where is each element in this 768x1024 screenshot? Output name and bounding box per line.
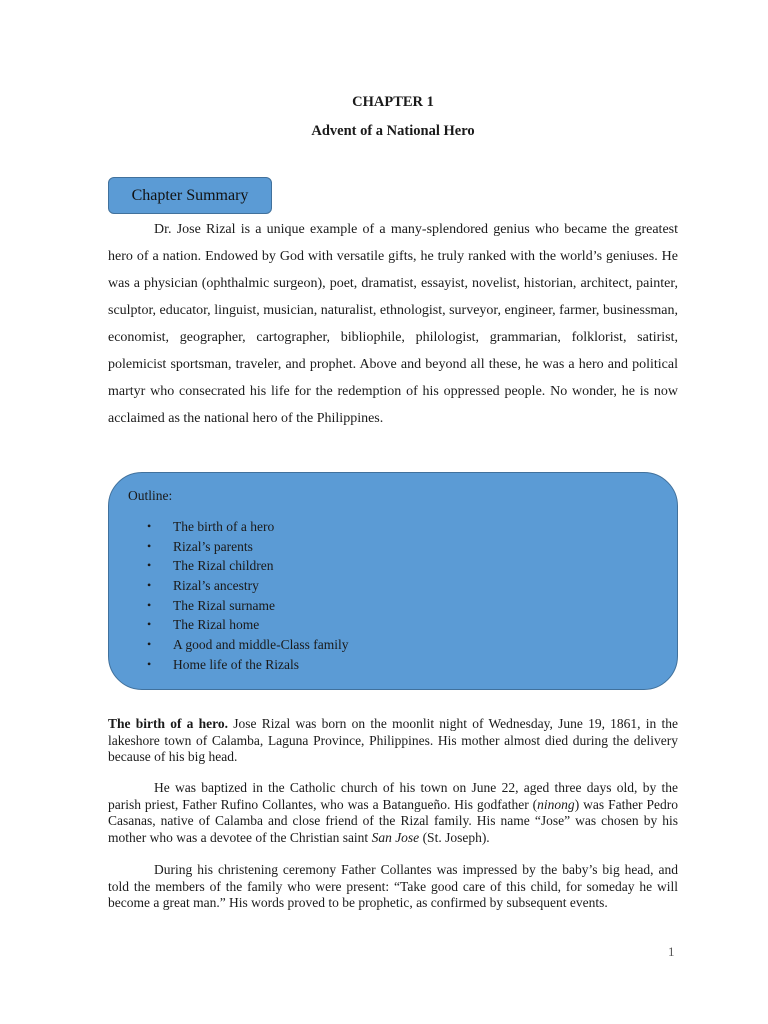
outline-item-label: A good and middle-Class family bbox=[173, 637, 349, 653]
outline-item bbox=[147, 596, 348, 616]
chapter-number: CHAPTER 1 bbox=[352, 94, 434, 110]
page-number: 1 bbox=[668, 944, 675, 959]
outline-item-label: The Rizal children bbox=[173, 558, 274, 574]
outline-item-label: The Rizal surname bbox=[173, 597, 275, 613]
saint-name: San Jose bbox=[371, 829, 420, 845]
chapter-title: Advent of a National Hero bbox=[311, 123, 475, 139]
outline-item bbox=[147, 635, 348, 655]
section-heading: The birth of a hero. bbox=[108, 716, 229, 731]
outline-item-label: Rizal’s ancestry bbox=[173, 578, 259, 594]
bullet-icon: • bbox=[147, 597, 152, 612]
outline-item bbox=[147, 655, 348, 675]
baptism-text-b: ) was Father Pedro Casanas, native of Calamba and close friend of the Rizal family. His name “Jose” was chosen by his mother who was a devotee of the Christian saint bbox=[108, 796, 678, 845]
outline-item bbox=[147, 537, 348, 557]
bullet-icon: • bbox=[147, 578, 152, 593]
outline-item bbox=[147, 556, 348, 576]
chapter-summary-label bbox=[108, 177, 272, 214]
bullet-icon: • bbox=[147, 617, 152, 632]
birth-paragraph bbox=[108, 716, 678, 766]
ninong-term: ninong bbox=[537, 796, 575, 812]
baptism-paragraph bbox=[108, 780, 678, 846]
summary-paragraph bbox=[108, 216, 678, 432]
bullet-icon: • bbox=[147, 637, 152, 652]
outline-list bbox=[147, 517, 348, 675]
outline-item-label: The Rizal home bbox=[173, 617, 260, 633]
birth-text: Jose Rizal was born on the moonlit night of Wednesday, June 19, 1861, in the lakeshore town of Calamba, Laguna Province, Philippines. His mother almost died during the delivery because of his big head. bbox=[108, 716, 678, 764]
outline-item-label: Rizal’s parents bbox=[173, 538, 253, 554]
christening-paragraph bbox=[108, 862, 678, 912]
outline-item bbox=[147, 517, 348, 537]
outline-title: Outline: bbox=[128, 488, 173, 503]
bullet-icon: • bbox=[147, 656, 152, 671]
outline-item bbox=[147, 576, 348, 596]
outline-item-label: The birth of a hero bbox=[173, 519, 275, 534]
bullet-icon: • bbox=[147, 558, 152, 573]
outline-item-label: Home life of the Rizals bbox=[173, 656, 299, 672]
bullet-icon: • bbox=[147, 538, 152, 553]
bullet-icon: • bbox=[147, 519, 152, 533]
baptism-text-c: (St. Joseph). bbox=[419, 829, 490, 845]
outline-box bbox=[108, 472, 678, 690]
chapter-summary-text: Chapter Summary bbox=[131, 186, 249, 204]
summary-body: Dr. Jose Rizal is a unique example of a many-splendored genius who became the greatest hero of a nation. Endowed by God with versatile gifts, he truly ranked with the world’s geniuses. He was a physician (ophthalmic surgeon), poet, dramatist, essayist, novelist, historian, architect, painter, sculptor, educator, linguist, musician, naturalist, ethnologist, surveyor, engineer, farmer, businessman, economist, geographer, cartographer, bibliophile, philologist, grammarian, folklorist, satirist, polemicist sportsman, traveler, and prophet. Above and beyond all these, he was a hero and political martyr who consecrated his life for the redemption of his oppressed people. No wonder, he is now acclaimed as the national hero of the Philippines. bbox=[108, 222, 678, 426]
outline-item bbox=[147, 615, 348, 635]
baptism-text-a: He was baptized in the Catholic church of his town on June 22, aged three days old, by the parish priest, Father Rufino Collantes, who was a Batangueño. His godfather ( bbox=[108, 780, 678, 812]
christening-text: During his christening ceremony Father Collantes was impressed by the baby’s big head, and told the members of the family who were present: “Take good care of this child, for someday he will become a great man.” His words proved to be prophetic, as confirmed by subsequent events. bbox=[108, 862, 678, 910]
